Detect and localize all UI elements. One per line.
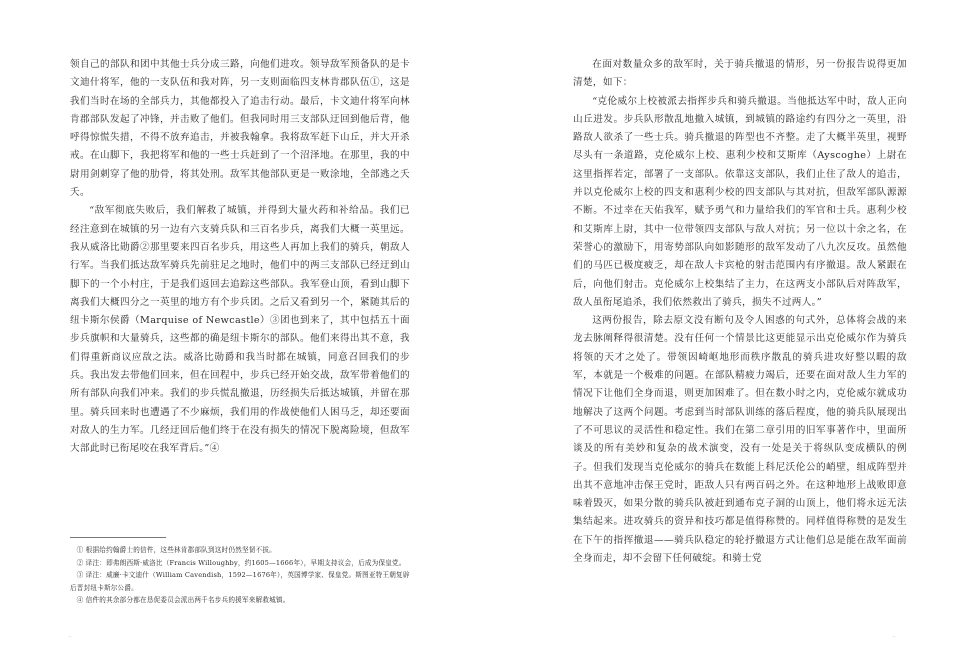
paragraph: “敌军彻底失败后，我们解救了城镇，并得到大量火药和补给品。我们已经注意到在城镇的另一边有六支骑兵队和三百名步兵，离我们大概一英里远。我从威洛比勋爵②那里要来四百名步兵，用这些人再加上我们的骑兵，朝敌人行军。当我们抵达敌军骑兵先前驻足之地时，他们中的两三支部队已经迂到山脚下的一个小村庄，于是我们返回去追踪这些部队。我军登山顶，看到山脚下离我们大概四分之一英里的地方有个步兵团。之后又看到另一个，紧随其后的纽卡斯尔侯爵（Marquise of Newcastle）③团也到来了，其中包括五十面步兵旗帜和大量骑兵，这些都的确是纽卡斯尔的部队。他们来得出其不意，我们得重新商议应敌之法。威洛比勋爵和我当时都在城镇，同意召回我们的步兵。我出发去带他们回来，但在回程中，步兵已经开始交战，敌军带着他们的所有部队向我们冲来。我们的步兵慌乱撤退，历经损失后抵达城镇，并留在那里。骑兵回来时也遭遇了不少麻烦，我们用的作战使他们人困马乏，却还要面对敌人的生力军。几经迂回后他们终于在没有损失的情况下脱离险境，但敌军大部此时已衔尾咬在我军背后。”④ — [70, 205, 410, 455]
footnote-divider — [70, 537, 166, 538]
paragraph: 在面对数量众多的敌军时，关于骑兵撤退的情形，另一份报告说得更加清楚，如下： — [573, 59, 907, 89]
footnote: ① 根据给约翰爵士的信件，这些林肯郡部队到这时仍然坚韧不拔。 — [76, 546, 276, 554]
footnote: ③ 译注：威廉·卡文迪什（William Cavendish，1592—1676年），英国博学家、保皇党。斯图亚特王朝复辟后晋封纽卡斯尔公爵。 — [70, 571, 410, 592]
page-number: ·· — [892, 634, 896, 641]
page-number: ·· — [68, 634, 72, 641]
footnote: ④ 信件的其余部分都在恳促委员会派出两千名步兵的援军来解救城镇。 — [76, 596, 290, 605]
footnote: ② 译注：即弗朗西斯·威洛比（Francis Willoughby，约1605—1666年），早期支持议会，后成为保皇党。 — [76, 558, 406, 567]
paragraph: “克伦威尔上校被派去指挥步兵和骑兵撤退。当他抵达军中时，敌人正向山丘进发。步兵队形散乱地撤入城镇，到城镇的路途约有四分之一英里，沿路敌人欲杀了一些士兵。骑兵撤退的阵型也不齐整。走了大概半英里，视野尽头有一条道路，克伦威尔上校、惠利少校和艾斯库（Ayscoghe）上尉在这里指挥若定，部署了一支部队。依靠这支部队，我们止住了敌人的追击，并以克伦威尔上校的四支和惠利少校的四支部队与其对抗，但敌军部队源源不断。不过幸在天佑我军，赋予勇气和力量给我们的军官和士兵。惠利少校和艾斯库上尉，其中一位带领四支部队与敌人对抗；另一位以十余之名，在荣誉心的激励下，用寄势部队向如影随形的敌军发动了八九次反攻。虽然他们的马匹已极度疲乏，却在敌人卡宾枪的射击范围内有序撤退。敌人紧跟在后，向他们射击。克伦威尔上校集结了主力，在这两支小部队后对阵敌军，敌人虽衔尾追杀，我们依然救出了骑兵，损失不过两人。” — [573, 95, 907, 308]
paragraph: 领自己的部队和团中其他士兵分成三路，向他们进攻。领导敌军预备队的是卡文迪什将军，他的一支队伍和我对阵，另一支则面临四支林肯郡队伍①，这是我们当时在场的全部兵力，其他都投入了追击行动。最后，卡文迪什将军向林肯郡部队发起了冲锋，并击败了他们。但我同时用三支部队迂回到他后背，他呼得惊慌失措，不得不放弃追击，并被我翰拿。我将敌军赶下山丘，并大开杀戒。在山脚下，我把将军和他的一些士兵赶到了一个沼泽地。在那里，我的中尉用剑刺穿了他的肋骨，将其处刑。敌军其他部队更是一败涂地，全部逃之夭夭。 — [70, 59, 410, 199]
footnotes — [70, 544, 410, 607]
paragraph: 这两份报告，除去原文没有断句及令人困惑的句式外，总体将会战的来龙去脉阐释得很清楚。没有任何一个情景比这更能显示出克伦威尔作为骑兵将领的天才之处了。带领因崎岖地形而秩序散乱的骑兵进攻好整以暇的敌军，本就是一个极难的问题。在部队精疲力竭后，还要在面对敌人生力军的情况下让他们全身而退，则更加困难了。但在数小时之内，克伦威尔就成功地解决了这两个问题。考虑到当时部队训练的落后程度，他的骑兵队展现出了不可思议的灵活性和稳定性。我们在第二章引用的旧军事著作中，里面所谈及的所有美妙和复杂的战术演变，没有一处是关于将纵队变成横队的例子。但我们发现当克伦威尔的骑兵在数能上科尼沃伦公的峭壁，组成阵型并出其不意地冲击保王党时，距敌人只有两百码之外。在这种地形上战败即意味着毁灭，如果分散的骑兵队被赶到通布克子洞的山顶上，他们将永远无法集结起来。进攻骑兵的资异和技巧都是值得称赞的。同样值得称赞的是发生在下午的指挥撤退——骑兵队稳定的轮抒撤退方式让他们总是能在敌军面前全身而走，却不会留下任何破绽。和骑士党 — [573, 315, 907, 565]
left-page — [70, 56, 410, 459]
right-page — [573, 56, 907, 568]
